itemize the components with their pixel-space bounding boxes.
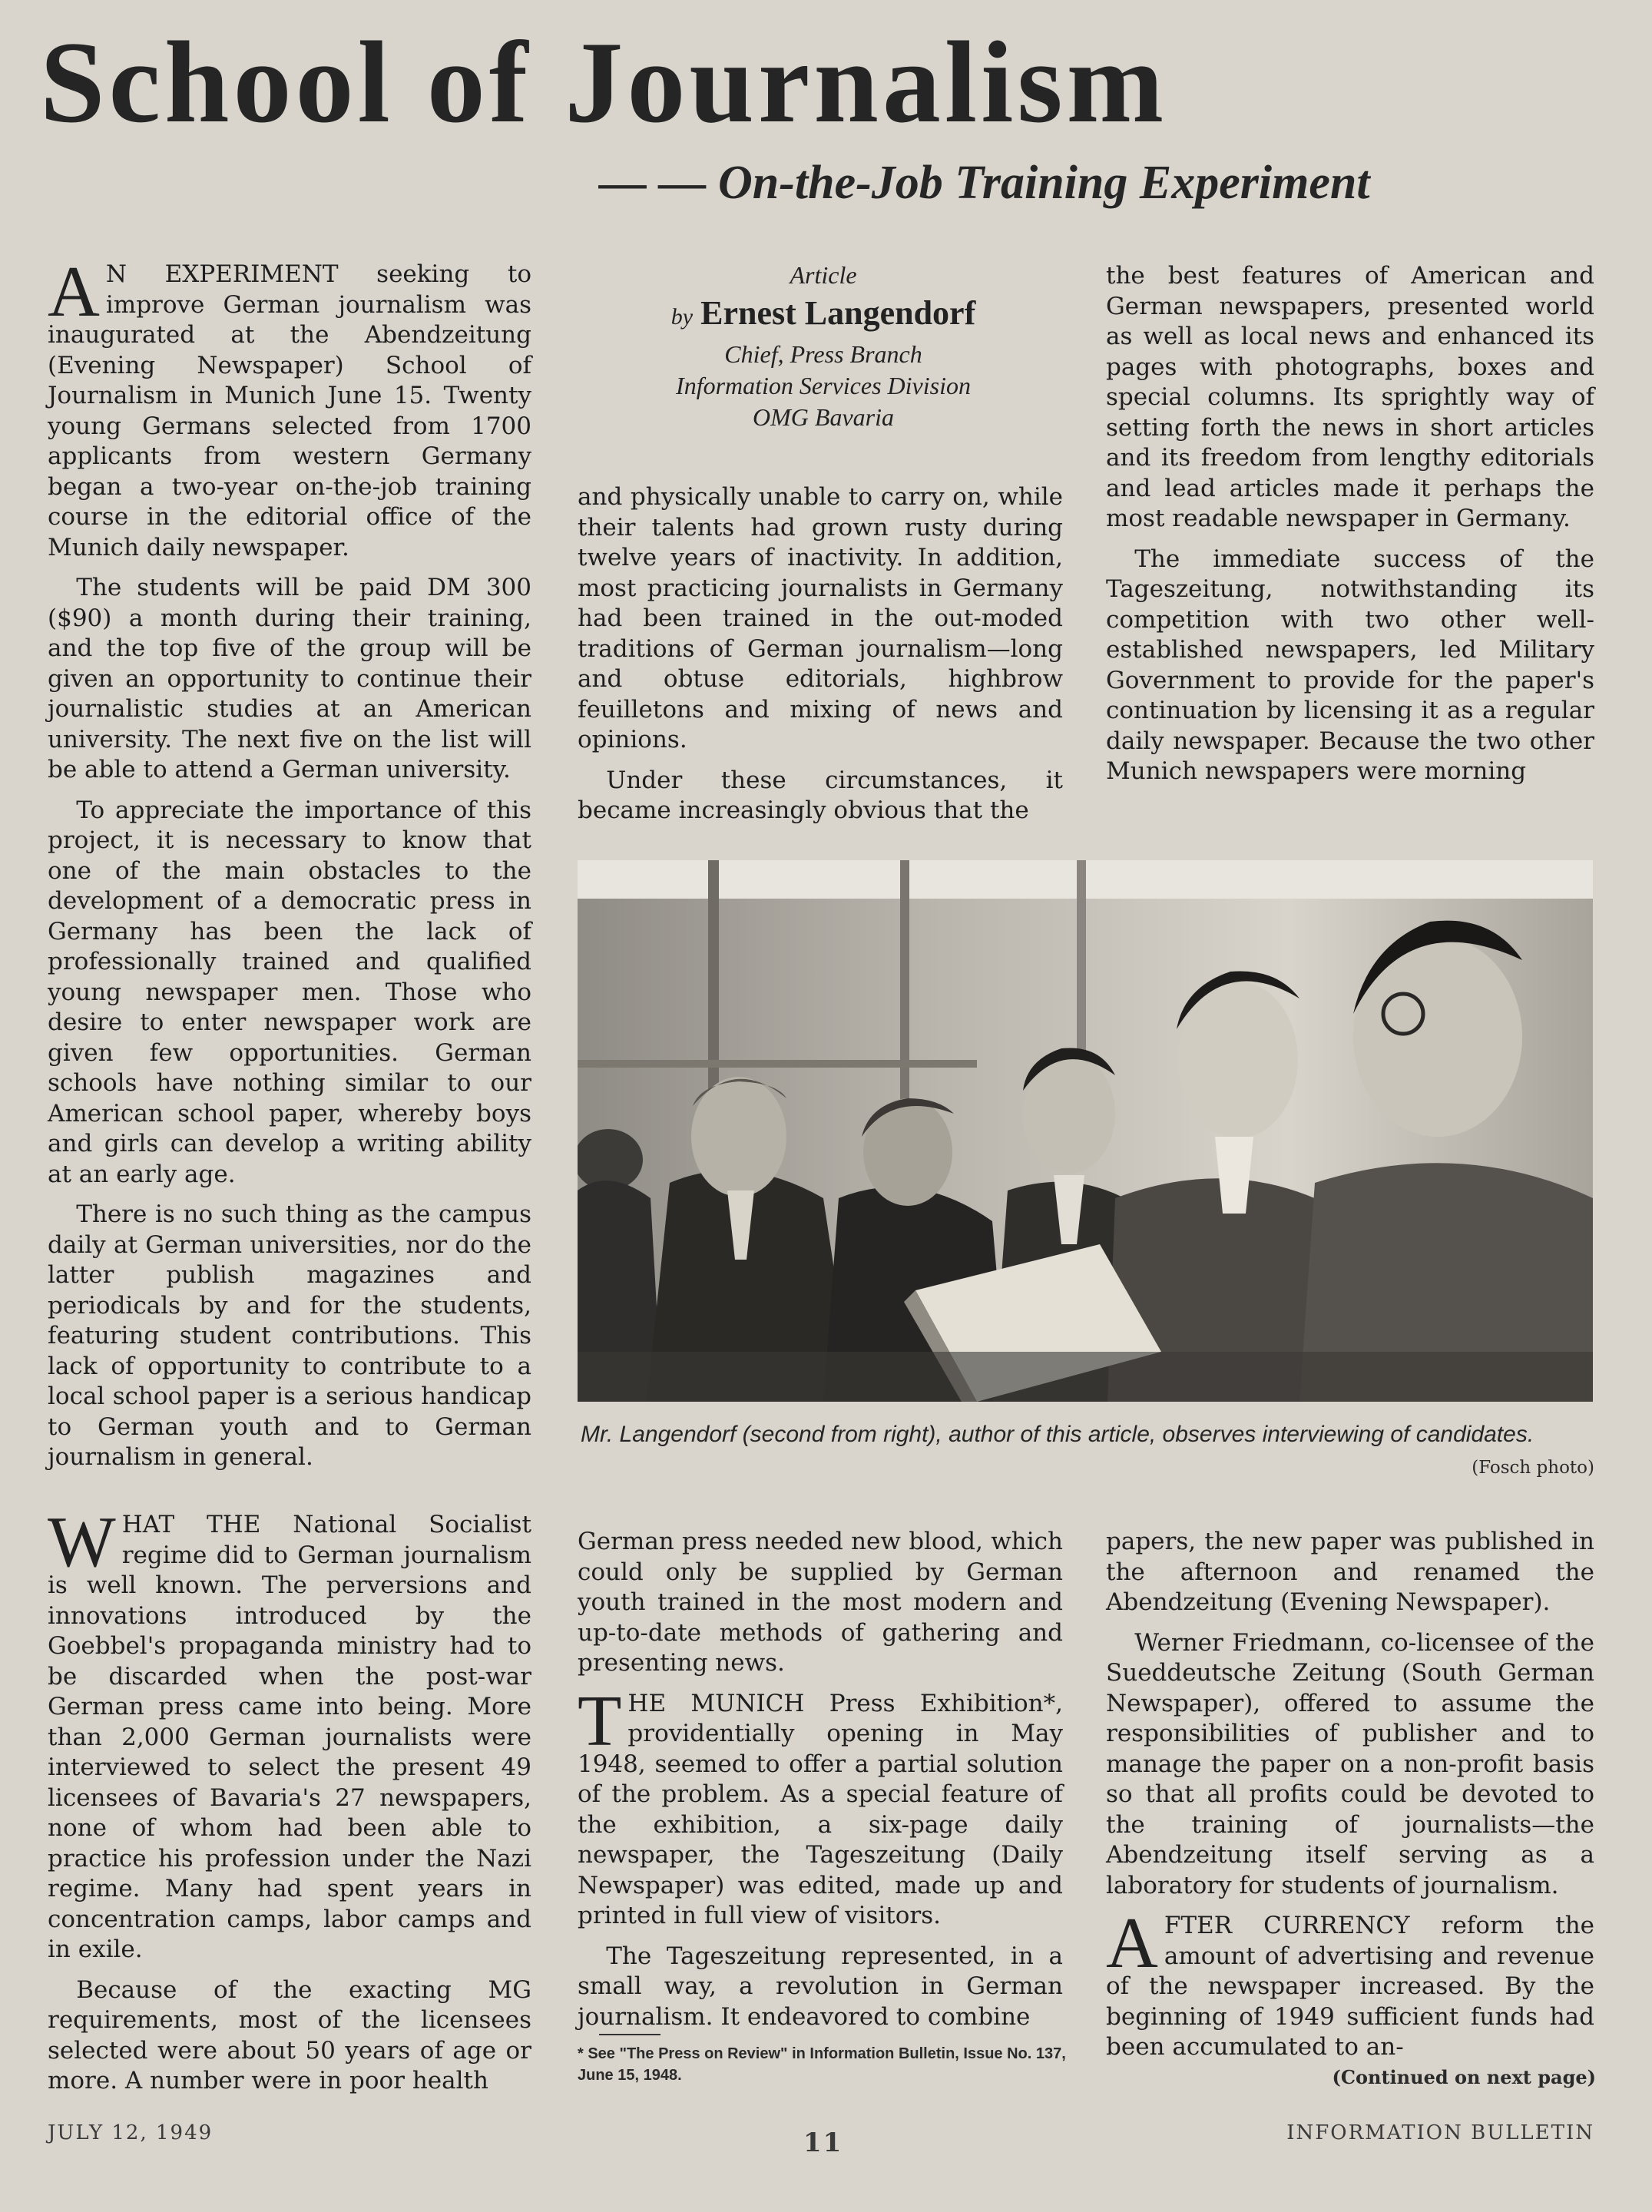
footer-date: JULY 12, 1949 <box>48 2121 214 2144</box>
photo-illustration <box>578 860 1593 1402</box>
paragraph: AFTER CURRENCY reform the amount of advertising and revenue of the newspaper increased. By the beginning of 1949 sufficient funds had been accumulated to an- <box>1106 1903 1594 2061</box>
drop-cap: A <box>48 252 100 332</box>
drop-cap: A <box>1106 1903 1158 1983</box>
photo-caption: Mr. Langendorf (second from right), author of this article, observes interviewing of candidates. <box>581 1422 1534 1447</box>
continued-note: (Continued on next page) <box>1332 2066 1596 2088</box>
byline-office: OMG Bavaria <box>753 403 894 431</box>
photo-credit: (Fosch photo) <box>1472 1458 1594 1478</box>
paragraph: The students will be paid DM 300 ($90) a month during their training, and the top five of the group will be given an opportunity to continue their journalistic studies at an American university. The next five on the list will be able to attend a German university. <box>48 574 531 783</box>
footnote: * See "The Press on Review" in Information Bulletin, Issue No. 137, June 15, 1948. <box>578 2045 1066 2084</box>
paragraph: Werner Friedmann, co-licensee of the Sueddeutsche Zeitung (South German Newspaper), offered to assume the responsibilities of publisher and to manage the paper on a non-profit basis so that all profits could be devoted to the training of journalists—the Abendzeitung itself serving as a laboratory for students of journalism. <box>1106 1628 1594 1899</box>
footnote-rule <box>599 2034 660 2035</box>
article-subtitle: — — On-the-Job Training Experiment <box>599 157 1370 209</box>
column-3-top <box>1106 261 1594 787</box>
paragraph: THE MUNICH Press Exhibition*, providentially opening in May 1948, seemed to offer a partial solution of the problem. As a special feature of the exhibition, a six-page daily newspaper, the Tageszeitung (Daily Newspaper) was edited, made up and printed in full view of visitors. <box>578 1681 1063 1929</box>
article-photo <box>578 860 1593 1402</box>
paragraph: Because of the exacting MG requirements, most of the licensees selected were about 50 years of age or more. A number were in poor health <box>48 1975 531 2094</box>
drop-cap: W <box>48 1502 116 1582</box>
paragraph: German press needed new blood, which could only be supplied by German youth trained in the most modern and up-to-date methods of gathering and presenting news. <box>578 1528 1063 1677</box>
paragraph: The Tageszeitung represented, in a small way, a revolution in German journalism. It endeavored to combine <box>578 1942 1063 2031</box>
column-3-bottom <box>1106 1527 1594 2063</box>
byline <box>578 258 1069 433</box>
column-2-top <box>578 482 1063 826</box>
footer-publication: INFORMATION BULLETIN <box>1286 2121 1594 2144</box>
page-number: 11 <box>803 2128 843 2158</box>
column-1-bottom <box>48 1502 531 2097</box>
byline-author: by Ernest Langendorf <box>670 294 976 332</box>
paragraph: WHAT THE National Socialist regime did to German journalism is well known. The perversions and innovations introduced by the Goebbel's propaganda ministry had to be discarded when the post-war German press came into being. More than 2,000 German journalists were interviewed to select the present 49 licensees of Bavaria's 27 newspapers, none of whom had been able to practice his profession under the Nazi regime. Many had spent years in concentration camps, labor camps and in exile. <box>48 1502 531 1963</box>
paragraph: There is no such thing as the campus daily at German universities, nor do the latter publish magazines and periodicals by and for the students, featuring student contributions. This lack of opportunity to contribute to a local school paper is a serious handicap to German youth and to German journalism in general. <box>48 1200 531 1471</box>
paragraph: Under these circumstances, it became increasingly obvious that the <box>578 766 1063 824</box>
paragraph: To appreciate the importance of this project, it is necessary to know that one of the main obstacles to the development of a democratic press in Germany has been the lack of professionally trained and qualified young newspaper men. Those who desire to enter newspaper work are given few opportunities. German schools have nothing similar to our American school paper, whereby boys and girls can develop a writing ability at an early age. <box>48 796 531 1188</box>
paragraph: A N EXPERIMENT seeking to improve German journalism was inaugurated at the Abendzeitung (Evening Newspaper) School of Journalism in Munich June 15. Twenty young Germans selected from 1700 applicants from western Germany began a two-year on-the-job training course in the editorial office of the Munich daily newspaper. <box>48 252 531 561</box>
paragraph: the best features of American and German newspapers, presented world as well as local news and enhanced its pages with photographs, boxes and special columns. Its sprightly way of setting forth the news in short articles and its freedom from lengthy editorials and lead articles made it perhaps the most readable newspaper in Germany. <box>1106 262 1594 532</box>
byline-role: Chief, Press Branch <box>724 340 922 368</box>
column-1-top <box>48 252 531 1473</box>
paragraph: papers, the new paper was published in the afternoon and renamed the Abendzeitung (Evening Newspaper). <box>1106 1528 1594 1616</box>
column-2-bottom <box>578 1527 1063 2032</box>
paragraph: and physically unable to carry on, while their talents had grown rusty during twelve years of inactivity. In addition, most practicing journalists in Germany had been trained in the out-moded traditions of German journalism—long and obtuse editorials, highbrow feuilletons and mixing of news and opinions. <box>578 483 1063 753</box>
byline-division: Information Services Division <box>676 372 971 399</box>
paragraph: The immediate success of the Tageszeitung, notwithstanding its competition with two other well-established newspapers, led Military Government to provide for the paper's continuation by licensing it as a regular daily newspaper. Because the two other Munich newspapers were morning <box>1106 545 1594 785</box>
article-title: School of Journalism <box>40 18 1168 147</box>
drop-cap: T <box>578 1681 622 1761</box>
byline-kicker: Article <box>790 261 857 289</box>
